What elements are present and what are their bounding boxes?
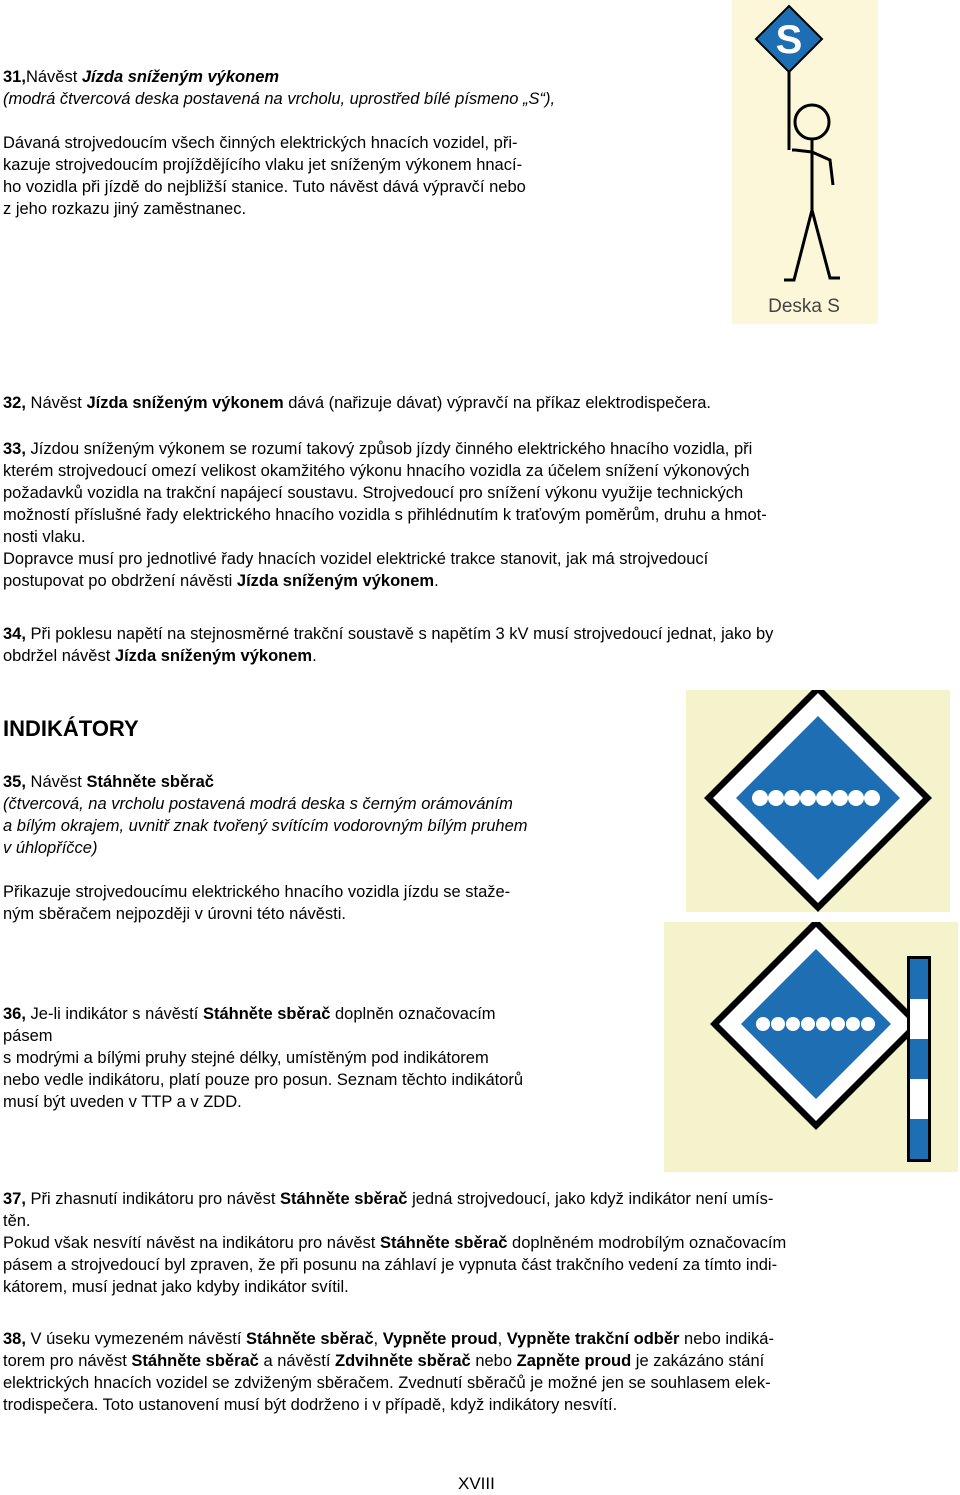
section-33: 33, Jízdou sníženým výkonem se rozumí takový způsob jízdy činného elektrického hnacího vozidla, při kterém strojvedoucí omezí velikost okamžitého výkonu hnacího vozidla za účelem snížení výkonových požadavků vozidla na trakční napájecí soustavu. Strojvedoucí pro snížení výkonu využije technických možností příslušné řady elektrického hnacího vozidla s přihlédnutím k traťovým poměrům, druhu a hmot- nosti vlaku. Dopravce musí pro jednotlivé řady hnacích vozidel elektrické trakce stanovit, jak má strojvedoucí postupovat po obdržení návěsti Jízda sníženým výkonem. <box>3 440 767 590</box>
section-36: 36, Je-li indikátor s návěstí Stáhněte sběrač doplněn označovacím pásem s modrými a bílými pruhy stejné délky, umístěným pod indikátorem nebo vedle indikátoru, platí pouze pro posun. Seznam těchto indikátorů musí být uveden v TTP a v ZDD. <box>3 1005 524 1111</box>
figure-caption: Deska S <box>768 296 840 317</box>
board-letter: S <box>775 18 803 62</box>
section-38: 38, V úseku vymezeném návěstí Stáhněte sběrač, Vypněte proud, Vypněte trakční odběr nebo indiká- torem pro návěst Stáhněte sběrač a návěstí Zdvihněte sběrač nebo Zapněte proud je zakázáno stání elektrických hnacích vozidel se zdviženým sběračem. Zvednutí sběračů je možné jen se souhlasem elek- trodispečera. Toto ustanovení musí být dodrženo i v případě, když indikátory nesvítí. <box>3 1330 774 1414</box>
section-31-body-line: z jeho rozkazu jiný zaměstnanec. <box>3 200 247 218</box>
indikatory-heading: INDIKÁTORY <box>3 716 139 741</box>
stick-figure-illustration <box>732 0 878 324</box>
section-31-description: (modrá čtvercová deska postavená na vrcholu, uprostřed bílé písmeno „S“), <box>3 90 556 108</box>
section-34: 34, Při poklesu napětí na stejnosměrné trakční soustavě s napětím 3 kV musí strojvedoucí jednat, jako by obdržel návěst Jízda sníženým výkonem. <box>3 625 774 665</box>
section-31-body-line: Dávaná strojvedoucím všech činných elektrických hnacích vozidel, při- <box>3 134 518 152</box>
section-37: 37, Při zhasnutí indikátoru pro návěst Stáhněte sběrač jedná strojvedoucí, jako když indikátor není umís- těn. Pokud však nesvítí návěst na indikátoru pro návěst Stáhněte sběrač doplněném modrobílým označovacím pásem a strojvedoucí byl zpraven, že při posunu na záhlaví je vypnuta část trakčního vedení za tímto indi- kátorem, musí jednat jako kdyby indikátor svítil. <box>3 1190 787 1296</box>
marking-strip-icon <box>907 956 931 1162</box>
section-32: 32, Návěst Jízda sníženým výkonem dává (nařizuje dávat) výpravčí na příkaz elektrodispečera. <box>3 394 712 412</box>
indicator-with-strip-figure <box>664 922 958 1172</box>
indicator-sign-figure <box>686 690 950 912</box>
section-31 <box>3 66 555 220</box>
deska-s-figure <box>732 0 878 324</box>
indicator-with-marking-strip <box>664 922 958 1172</box>
section-31-body-line: kazuje strojvedoucím projíždějícího vlaku jet sníženým výkonem hnací- <box>3 156 523 174</box>
section-35: 35, Návěst Stáhněte sběrač (čtvercová, na vrcholu postavená modrá deska s černým orámováním a bílým okrajem, uvnitř znak tvořený svítícím vodorovným bílým pruhem v úhlopříčce) Přikazuje strojvedoucímu elektrického hnacího vozidla jízdu se staže- ným sběračem nejpozději v úrovni této návěsti. <box>3 773 528 923</box>
section-31-title: 31,Návěst Jízda sníženým výkonem <box>3 68 280 86</box>
stahnete-sberac-sign <box>686 690 950 912</box>
section-31-body-line: ho vozidla při jízdě do nejbližší stanice. Tuto návěst dává výpravčí nebo <box>3 178 526 196</box>
page-number: XVIII <box>458 1474 495 1493</box>
